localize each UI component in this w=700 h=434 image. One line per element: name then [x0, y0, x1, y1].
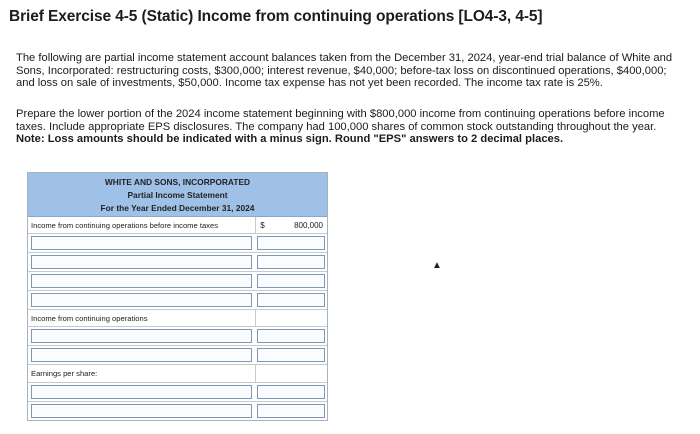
instructions-note: Note: Loss amounts should be indicated with a minus sign. Round "EPS" answers to 2 decimal places. [16, 133, 564, 146]
mouse-cursor-icon: ▲ [432, 260, 442, 271]
instructions-text: Prepare the lower portion of the 2024 income statement beginning with $800,000 income from continuing operations before income taxes. Include appropriate EPS disclosures. The company had 100,000 shares of common stock outstanding throughout the year. [16, 108, 665, 133]
eps-label-input-1[interactable] [31, 385, 252, 399]
amount-input-1[interactable] [257, 236, 325, 250]
income-statement-worksheet [27, 172, 328, 421]
continuing-operations-label: Income from continuing operations [31, 313, 148, 323]
amount-input-6[interactable] [257, 348, 325, 362]
eps-amount-input-2[interactable] [257, 404, 325, 418]
label-input-1[interactable] [31, 236, 252, 250]
table-row [28, 402, 327, 420]
pretax-income-amount: 800,000 [294, 220, 323, 230]
continuing-operations-amount[interactable] [269, 310, 327, 326]
amount-input-3[interactable] [257, 274, 325, 288]
label-input-2[interactable] [31, 255, 252, 269]
table-row [28, 346, 327, 365]
page-title: Brief Exercise 4-5 (Static) Income from continuing operations [LO4-3, 4-5] [9, 8, 543, 25]
amount-input-2[interactable] [257, 255, 325, 269]
eps-amount-input-1[interactable] [257, 385, 325, 399]
table-row [28, 234, 327, 253]
label-input-4[interactable] [31, 293, 252, 307]
label-input-3[interactable] [31, 274, 252, 288]
problem-instructions [16, 108, 688, 146]
eps-header-row [28, 365, 327, 383]
statement-header [28, 173, 327, 217]
amount-input-5[interactable] [257, 329, 325, 343]
company-name: WHITE AND SONS, INCORPORATED [104, 177, 251, 187]
pretax-income-row [28, 217, 327, 234]
problem-description: The following are partial income statement account balances taken from the December 31, 2024, year-end trial balance of White and Sons, Incorporated: restructuring costs, $300,000; interest revenue, $40,000; before-tax loss on discontinued operations, $400,000; and loss on sale of investments, $50,000. Income tax expense has not yet been recorded. The income tax rate is 25%. [16, 52, 673, 90]
table-row [28, 253, 327, 272]
currency-symbol: $ [255, 217, 269, 233]
pretax-income-label: Income from continuing operations before income taxes [31, 220, 218, 230]
table-row [28, 272, 327, 291]
continuing-operations-row [28, 310, 327, 327]
table-row [28, 327, 327, 346]
eps-label-input-2[interactable] [31, 404, 252, 418]
table-row [28, 383, 327, 402]
eps-label: Earnings per share: [31, 369, 98, 378]
amount-input-4[interactable] [257, 293, 325, 307]
label-input-5[interactable] [31, 329, 252, 343]
label-input-6[interactable] [31, 348, 252, 362]
statement-name: Partial Income Statement [127, 190, 228, 200]
statement-period: For the Year Ended December 31, 2024 [100, 203, 255, 213]
table-row [28, 291, 327, 310]
